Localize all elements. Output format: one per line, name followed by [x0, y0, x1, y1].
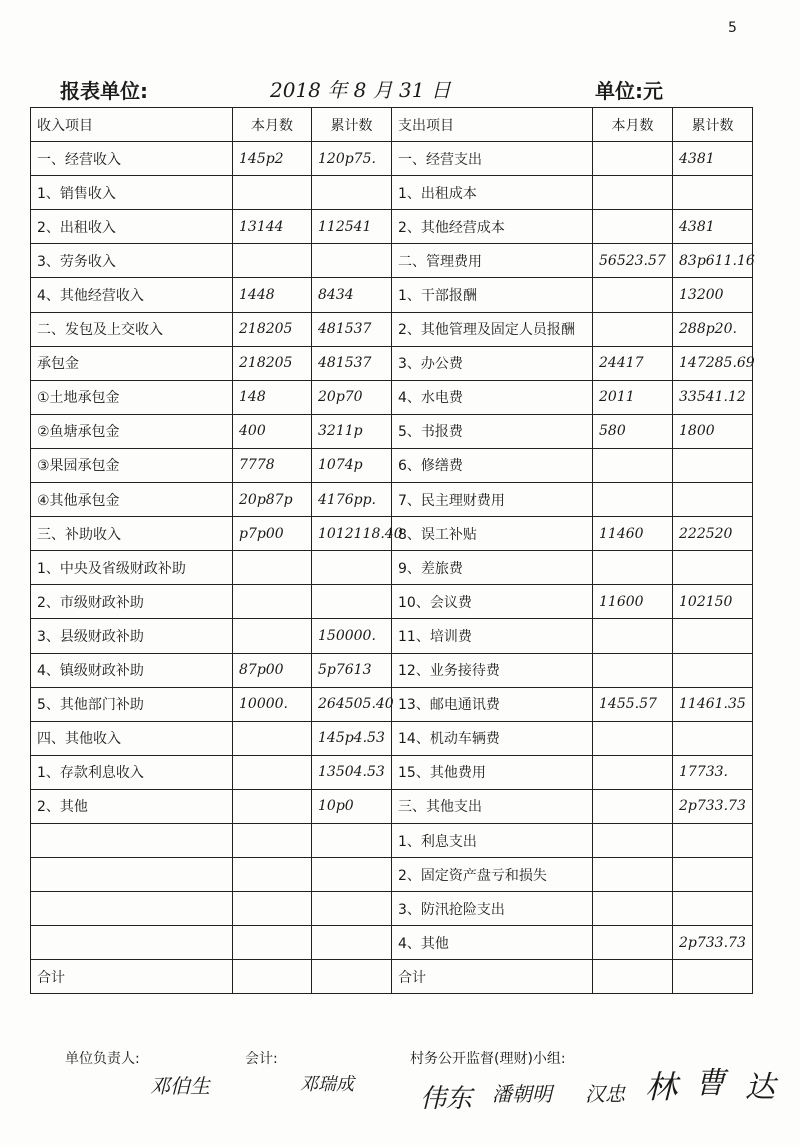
expense-cumulative-cell: 222520 [673, 517, 753, 551]
expense-cumulative-cell [673, 483, 753, 517]
expense-month-cell [593, 858, 673, 892]
expense-cumulative-cell: 13200 [673, 278, 753, 312]
column-header-month: 本月数 [233, 108, 312, 142]
income-item-cell: 二、发包及上交收入 [31, 312, 233, 346]
income-cumulative-cell: 150000. [312, 619, 392, 653]
income-cumulative-cell: 10p0 [312, 789, 392, 823]
expense-item-cell: 2、其他经营成本 [392, 210, 593, 244]
expense-item-cell: 三、其他支出 [392, 789, 593, 823]
expense-item-cell: 3、办公费 [392, 346, 593, 380]
table-row [31, 892, 753, 926]
income-month-cell: 148 [233, 380, 312, 414]
expense-month-cell: 1455.57 [593, 687, 673, 721]
expense-item-cell: 4、水电费 [392, 380, 593, 414]
income-cumulative-cell [312, 551, 392, 585]
expense-month-cell [593, 278, 673, 312]
accountant-label: 会计: [245, 1051, 278, 1067]
expense-item-cell: 1、干部报酬 [392, 278, 593, 312]
income-cumulative-cell: 481537 [312, 312, 392, 346]
income-cumulative-cell: 112541 [312, 210, 392, 244]
expense-month-cell [593, 960, 673, 994]
table-header-row [31, 108, 753, 142]
expense-item-cell: 4、其他 [392, 926, 593, 960]
column-header-month-expense: 本月数 [593, 108, 673, 142]
income-month-cell [233, 721, 312, 755]
income-month-cell: 7778 [233, 448, 312, 482]
table-row [31, 517, 753, 551]
expense-item-cell: 15、其他费用 [392, 755, 593, 789]
expense-cumulative-cell: 2p733.73 [673, 926, 753, 960]
income-cumulative-cell: 20p70 [312, 380, 392, 414]
income-cumulative-cell: 4176pp. [312, 483, 392, 517]
table-row [31, 960, 753, 994]
income-month-cell [233, 585, 312, 619]
income-cumulative-cell [312, 244, 392, 278]
expense-month-cell [593, 142, 673, 176]
expense-item-cell: 8、误工补贴 [392, 517, 593, 551]
income-item-cell: 1、中央及省级财政补助 [31, 551, 233, 585]
income-month-cell [233, 551, 312, 585]
currency-unit-label: 单位:元 [595, 79, 663, 103]
income-month-cell: p7p00 [233, 517, 312, 551]
expense-item-cell: 1、利息支出 [392, 823, 593, 857]
income-cumulative-cell [312, 176, 392, 210]
expense-month-cell [593, 755, 673, 789]
income-item-cell: 2、出租收入 [31, 210, 233, 244]
expense-item-cell: 一、经营支出 [392, 142, 593, 176]
income-cumulative-cell: 120p75. [312, 142, 392, 176]
table-row [31, 823, 753, 857]
income-month-cell: 1448 [233, 278, 312, 312]
expense-month-cell [593, 619, 673, 653]
table-row [31, 721, 753, 755]
income-month-cell [233, 619, 312, 653]
expense-cumulative-cell: 83p611.16 [673, 244, 753, 278]
signature-committee-6: 达 [745, 1070, 775, 1105]
income-item-cell: ③果园承包金 [31, 448, 233, 482]
income-month-cell: 400 [233, 414, 312, 448]
column-header-income-item: 收入项目 [31, 108, 233, 142]
income-cumulative-cell: 13504.53 [312, 755, 392, 789]
expense-item-cell: 12、业务接待费 [392, 653, 593, 687]
table-row [31, 926, 753, 960]
income-month-cell [233, 244, 312, 278]
expense-cumulative-cell [673, 448, 753, 482]
income-item-cell: 4、镇级财政补助 [31, 653, 233, 687]
income-expense-table [30, 107, 753, 994]
column-header-cumulative-expense: 累计数 [673, 108, 753, 142]
income-month-cell: 10000. [233, 687, 312, 721]
expense-cumulative-cell: 147285.69 [673, 346, 753, 380]
table-row [31, 789, 753, 823]
income-cumulative-cell: 3211p [312, 414, 392, 448]
signature-accountant: 邓瑞成 [300, 1074, 354, 1095]
table-row [31, 210, 753, 244]
expense-month-cell [593, 892, 673, 926]
expense-item-cell: 1、出租成本 [392, 176, 593, 210]
income-month-cell [233, 823, 312, 857]
income-month-cell [233, 789, 312, 823]
expense-cumulative-cell: 33541.12 [673, 380, 753, 414]
table-row [31, 312, 753, 346]
table-row [31, 176, 753, 210]
income-item-cell: 4、其他经营收入 [31, 278, 233, 312]
expense-month-cell [593, 653, 673, 687]
table-row [31, 142, 753, 176]
income-item-cell: ④其他承包金 [31, 483, 233, 517]
expense-cumulative-cell: 102150 [673, 585, 753, 619]
income-item-cell: 一、经营收入 [31, 142, 233, 176]
table-row [31, 687, 753, 721]
income-month-cell [233, 176, 312, 210]
income-item-cell: 3、县级财政补助 [31, 619, 233, 653]
income-item-cell: 3、劳务收入 [31, 244, 233, 278]
expense-item-cell: 5、书报费 [392, 414, 593, 448]
expense-month-cell [593, 483, 673, 517]
income-month-cell: 87p00 [233, 653, 312, 687]
signature-committee-3: 汉忠 [585, 1082, 625, 1106]
expense-month-cell [593, 210, 673, 244]
income-cumulative-cell [312, 926, 392, 960]
income-month-cell [233, 926, 312, 960]
expense-cumulative-cell: 4381 [673, 210, 753, 244]
expense-month-cell: 2011 [593, 380, 673, 414]
expense-cumulative-cell: 288p20. [673, 312, 753, 346]
signature-committee-1: 伟东 [420, 1084, 473, 1114]
table-row [31, 755, 753, 789]
table-row [31, 483, 753, 517]
income-cumulative-cell: 264505.40 [312, 687, 392, 721]
expense-month-cell: 56523.57 [593, 244, 673, 278]
expense-cumulative-cell [673, 892, 753, 926]
table-row [31, 551, 753, 585]
table-row [31, 278, 753, 312]
report-date: 2018 年 8 月 31 日 [270, 78, 451, 102]
expense-month-cell: 580 [593, 414, 673, 448]
signature-committee-5: 曹 [695, 1066, 725, 1101]
expense-cumulative-cell [673, 858, 753, 892]
expense-cumulative-cell: 2p733.73 [673, 789, 753, 823]
expense-month-cell [593, 789, 673, 823]
expense-item-cell: 13、邮电通讯费 [392, 687, 593, 721]
income-item-cell: 5、其他部门补助 [31, 687, 233, 721]
expense-month-cell [593, 551, 673, 585]
income-item-cell [31, 858, 233, 892]
table-row [31, 414, 753, 448]
expense-item-cell: 二、管理费用 [392, 244, 593, 278]
income-item-cell: 承包金 [31, 346, 233, 380]
expense-item-cell: 10、会议费 [392, 585, 593, 619]
income-item-cell: 四、其他收入 [31, 721, 233, 755]
table-row [31, 619, 753, 653]
income-cumulative-cell [312, 892, 392, 926]
expense-item-cell: 2、其他管理及固定人员报酬 [392, 312, 593, 346]
income-item-cell: 1、销售收入 [31, 176, 233, 210]
column-header-expense-item: 支出项目 [392, 108, 593, 142]
expense-cumulative-cell: 1800 [673, 414, 753, 448]
page-number: 5 [728, 20, 737, 36]
income-month-cell: 145p2 [233, 142, 312, 176]
expense-cumulative-cell [673, 823, 753, 857]
expense-item-cell: 2、固定资产盘亏和损失 [392, 858, 593, 892]
income-item-cell: ①土地承包金 [31, 380, 233, 414]
expense-item-cell: 11、培训费 [392, 619, 593, 653]
income-month-cell [233, 755, 312, 789]
income-cumulative-cell [312, 960, 392, 994]
table-row [31, 585, 753, 619]
column-header-cumulative: 累计数 [312, 108, 392, 142]
signature-committee-4: 林 [645, 1068, 678, 1106]
signature-committee-2: 潘朝明 [492, 1082, 552, 1106]
income-item-cell: 2、市级财政补助 [31, 585, 233, 619]
table-row [31, 346, 753, 380]
income-month-cell [233, 960, 312, 994]
report-unit-label: 报表单位: [60, 79, 148, 103]
expense-cumulative-cell [673, 619, 753, 653]
expense-cumulative-cell: 11461.35 [673, 687, 753, 721]
responsible-person-label: 单位负责人: [65, 1051, 140, 1067]
income-cumulative-cell: 1074p [312, 448, 392, 482]
income-month-cell [233, 892, 312, 926]
table-row [31, 448, 753, 482]
expense-month-cell [593, 721, 673, 755]
income-cumulative-cell [312, 585, 392, 619]
expense-item-cell: 7、民主理财费用 [392, 483, 593, 517]
expense-month-cell: 24417 [593, 346, 673, 380]
income-cumulative-cell: 481537 [312, 346, 392, 380]
expense-cumulative-cell [673, 551, 753, 585]
table-row [31, 653, 753, 687]
expense-cumulative-cell: 4381 [673, 142, 753, 176]
income-cumulative-cell: 145p4.53 [312, 721, 392, 755]
income-cumulative-cell: 8434 [312, 278, 392, 312]
expense-month-cell [593, 312, 673, 346]
income-item-cell [31, 926, 233, 960]
expense-item-cell: 14、机动车辆费 [392, 721, 593, 755]
income-month-cell: 13144 [233, 210, 312, 244]
expense-cumulative-cell: 17733. [673, 755, 753, 789]
table-row [31, 858, 753, 892]
expense-month-cell: 11600 [593, 585, 673, 619]
income-month-cell: 218205 [233, 346, 312, 380]
income-item-cell [31, 823, 233, 857]
signature-responsible: 邓伯生 [150, 1074, 210, 1098]
expense-month-cell [593, 823, 673, 857]
expense-month-cell [593, 926, 673, 960]
expense-cumulative-cell [673, 721, 753, 755]
income-cumulative-cell [312, 858, 392, 892]
expense-month-cell: 11460 [593, 517, 673, 551]
income-item-cell: 三、补助收入 [31, 517, 233, 551]
income-cumulative-cell: 5p7613 [312, 653, 392, 687]
income-month-cell [233, 858, 312, 892]
expense-item-cell: 3、防汛抢险支出 [392, 892, 593, 926]
income-item-cell [31, 892, 233, 926]
table-row [31, 244, 753, 278]
income-month-cell: 218205 [233, 312, 312, 346]
expense-item-cell: 合计 [392, 960, 593, 994]
expense-cumulative-cell [673, 960, 753, 994]
table-row [31, 380, 753, 414]
expense-month-cell [593, 448, 673, 482]
income-item-cell: 合计 [31, 960, 233, 994]
income-month-cell: 20p87p [233, 483, 312, 517]
income-item-cell: 2、其他 [31, 789, 233, 823]
income-cumulative-cell: 1012118.40 [312, 517, 392, 551]
income-item-cell: ②鱼塘承包金 [31, 414, 233, 448]
expense-item-cell: 9、差旅费 [392, 551, 593, 585]
expense-cumulative-cell [673, 653, 753, 687]
income-cumulative-cell [312, 823, 392, 857]
supervision-committee-label: 村务公开监督(理财)小组: [410, 1051, 566, 1067]
expense-cumulative-cell [673, 176, 753, 210]
income-item-cell: 1、存款利息收入 [31, 755, 233, 789]
expense-month-cell [593, 176, 673, 210]
expense-item-cell: 6、修缮费 [392, 448, 593, 482]
